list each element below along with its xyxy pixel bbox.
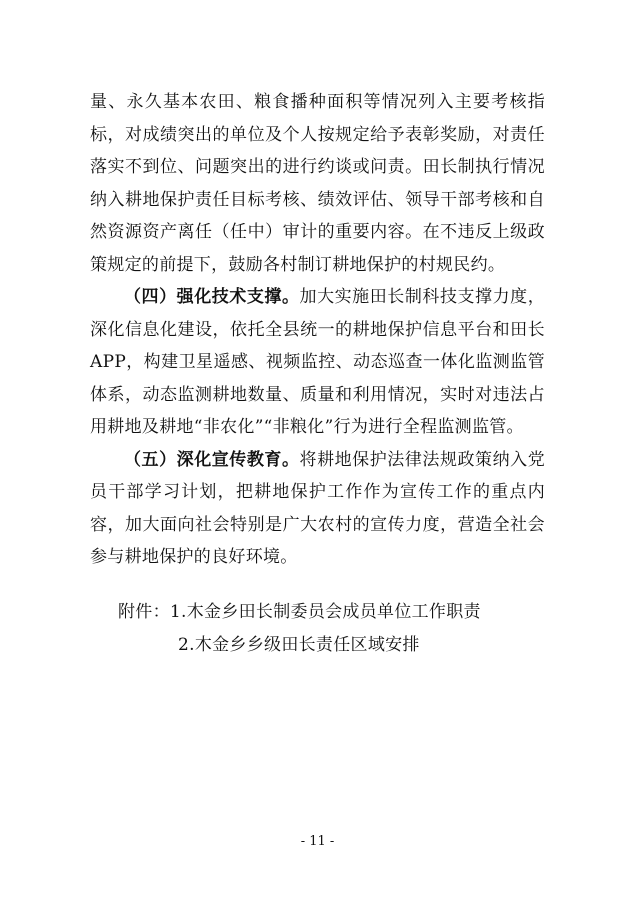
attachment-row bbox=[118, 629, 481, 662]
attachments-block bbox=[118, 596, 481, 662]
attachment-row bbox=[118, 596, 481, 629]
attachment-item: 1.木金乡田长制委员会成员单位工作职责 bbox=[169, 602, 481, 622]
page-number: - 11 - bbox=[300, 834, 335, 849]
paragraph-text: 加大实施田长制科技支撑力度，深化信息化建设，依托全县统一的耕地保护信息平台和田长APP，构建卫星遥感、视频监控、动态巡查一体化监测监管体系，动态监测耕地数量、质量和利用情况，实时对违法占用耕地及耕地“非农化”“非粮化”行为进行全程监测监管。 bbox=[90, 287, 546, 437]
attachments-label: 附件： bbox=[118, 602, 170, 622]
attachment-item: 2.木金乡乡级田长责任区域安排 bbox=[178, 635, 420, 655]
paragraph-text: 量、永久基本农田、粮食播种面积等情况列入主要考核指标，对成绩突出的单位及个人按规定给予表彰奖励，对责任落实不到位、问题突出的进行约谈或问责。田长制执行情况纳入耕地保护责任目标考核、绩效评估、领导干部考核和自然资源资产离任（任中）审计的重要内容。在不违反上级政策规定的前提下，鼓励各村制订耕地保护的村规民约。 bbox=[90, 92, 545, 275]
paragraph-text: 将耕地保护法律法规政策纳入党员干部学习计划，把耕地保护工作作为宣传工作的重点内容，加大面向社会特别是广大农村的宣传力度，营造全社会参与耕地保护的良好环境。 bbox=[90, 449, 546, 567]
paragraph-publicity-education bbox=[90, 444, 545, 574]
section-heading: （五）深化宣传教育。 bbox=[124, 449, 300, 470]
section-heading: （四）强化技术支撑。 bbox=[124, 287, 300, 307]
body-text bbox=[90, 86, 545, 574]
paragraph-continuation bbox=[90, 86, 545, 281]
paragraph-technical-support bbox=[90, 281, 545, 444]
